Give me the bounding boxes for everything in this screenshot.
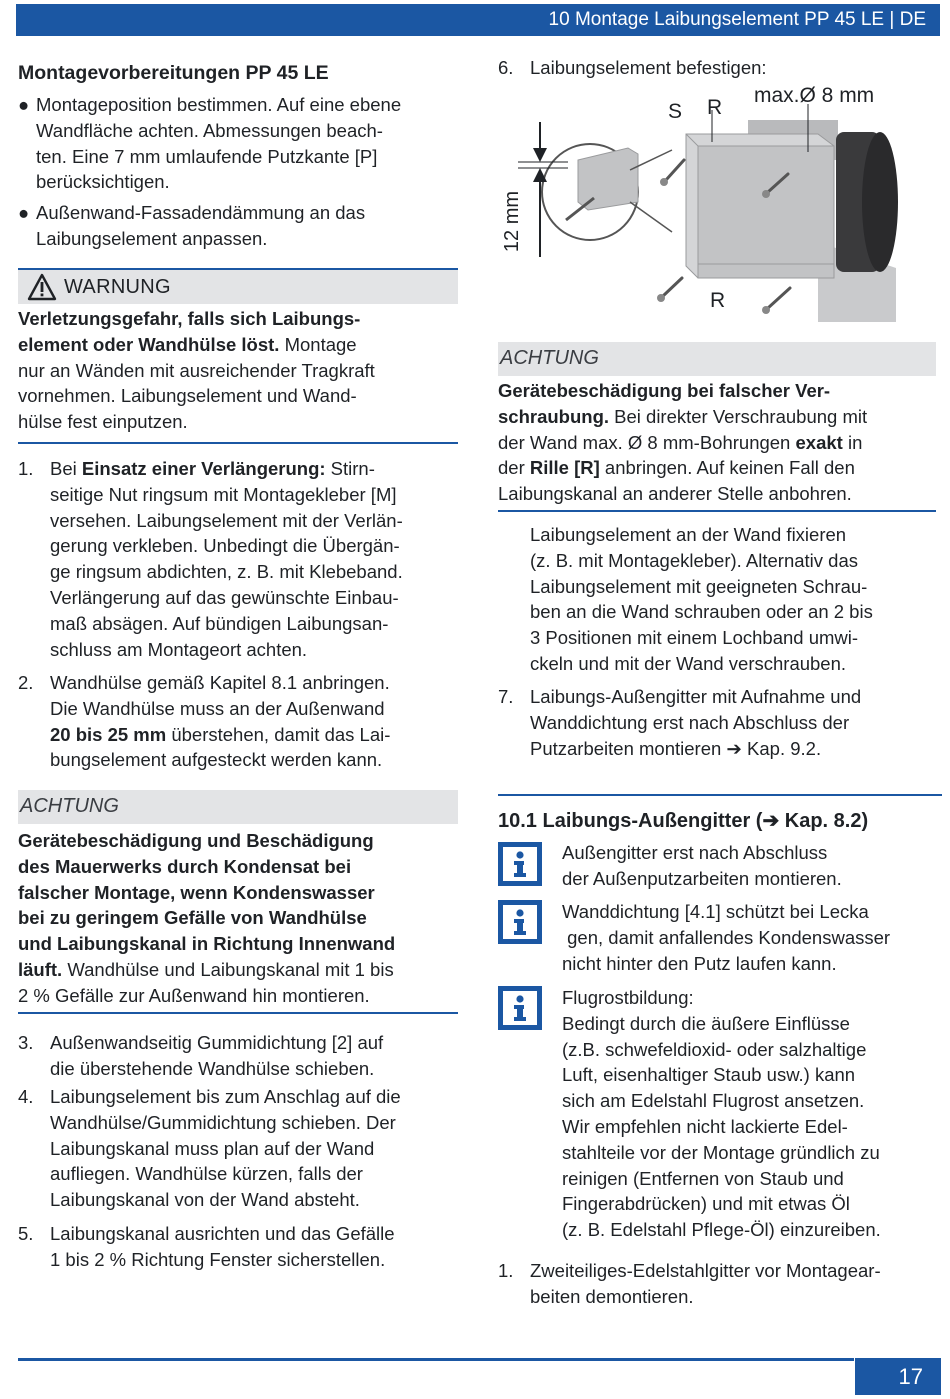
step-number: 1. [18,458,34,479]
inline: überstehen, damit das Lai- [166,723,391,745]
inline: Wandhülse und Laibungskanal mit 1 bis [62,958,394,980]
warning-bottom-rule [18,442,458,444]
text-line: Laibungskanal von der Wand absteht. [50,1189,360,1211]
achtung-bar [18,790,458,824]
text-line: Außenwandseitig Gummidichtung [2] auf [50,1032,384,1053]
text-line: Wanddichtung erst nach Abschluss der [530,711,850,733]
text-line: Flugrostbildung: [562,987,694,1008]
header-bar [16,4,940,36]
info-text [562,840,842,892]
text-line: aufliegen. Wandhülse kürzen, falls der [50,1163,363,1185]
step-text [530,684,861,761]
text-line: bei zu geringem Gefälle von Wandhülse [18,907,367,929]
text-line: schluss am Montageort achten. [50,638,308,660]
inline: Bei [50,458,82,479]
warning-line [18,332,375,358]
inline: Bei direkter Verschraubung mit [609,405,868,427]
page-number: 17 [898,1364,923,1389]
figure-label-s: S [668,100,683,123]
text-line: Verlängerung auf das gewünschte Einbau- [50,586,399,608]
text-line: (z. B. Edelstahl Pflege-Öl) einzureiben. [562,1219,881,1241]
inline: Stirn- [325,458,375,479]
text-line [50,722,390,748]
figure-label-r-top: R [707,96,723,119]
text-line: der Außenputzarbeiten montieren. [562,867,842,889]
text-line: (z.B. schwefeldioxid- oder salzhaltige [562,1038,867,1060]
text-line: Gerätebeschädigung bei falscher Ver- [498,380,831,401]
warning-text [18,306,375,435]
text-line: Außenwand-Fassadendämmung an das [36,202,366,223]
text-line: Fingerabdrücken) und mit etwas Öl [562,1193,850,1215]
text-line: gerung verkleben. Unbedingt die Übergän- [50,535,400,557]
text-line: Laibungselement bis zum Anschlag auf die [50,1086,401,1107]
text-line: Bedingt durch die äußere Einflüsse [562,1012,850,1034]
text-line: vornehmen. Laibungselement und Wand- [18,385,357,407]
text-line: Laibungskanal ausrichten und das Gefälle [50,1223,395,1244]
achtung-text [498,378,867,507]
text-line: Laibungselement an der Wand fixieren [530,524,847,545]
text-line [498,404,867,430]
text-line: nur an Wänden mit ausreichender Tragkraft [18,359,375,381]
step-text [50,670,390,773]
section-heading: Montagevorbereitungen PP 45 LE [18,62,329,84]
step-number: 7. [498,686,514,707]
inline: in [842,431,863,453]
warning-bold-inline: element oder Wandhülse löst. [18,333,280,355]
footer-page-box [855,1358,941,1395]
text-line: versehen. Laibungselement mit der Verlän- [50,509,403,531]
achtung-bottom-rule [498,510,936,512]
text-line: die überstehende Wandhülse schieben. [50,1057,375,1079]
step-text [530,1258,881,1310]
text-line: ckeln und mit der Wand verschrauben. [530,652,847,674]
step-number: 6. [498,57,514,78]
text-line: Putzarbeiten montieren ➔ Kap. 9.2. [530,737,822,759]
info-icon [498,842,542,886]
text-line: bungselement aufgesteckt werden kann. [50,749,383,771]
text-line [50,456,403,482]
inline: anbringen. Auf keinen Fall den [599,457,855,479]
bullet-marker: ● [18,202,30,223]
figure-label-max: max.Ø 8 mm [754,84,875,107]
info-text [562,899,890,976]
achtung-label: ACHTUNG [500,347,599,369]
text-line: Wir empfehlen nicht lackierte Edel- [562,1115,848,1137]
inline: der [498,457,530,479]
text-line: Zweiteiliges-Edelstahlgitter vor Montagear- [530,1260,881,1281]
inline-bold: Rille [R] [529,457,600,479]
mounting-figure [498,82,898,328]
text-line: gen, damit anfallendes Kondenswasser [562,926,891,948]
step-number: 4. [18,1086,34,1107]
step-number: 2. [18,672,34,693]
inline-bold: Einsatz einer Verlängerung: [81,458,326,479]
warning-bold-line: Verletzungsgefahr, falls sich Laibungs- [18,308,361,329]
achtung-label: ACHTUNG [20,795,119,817]
text-line: (z. B. mit Montagekleber). Alternativ das [530,549,858,571]
inline-bold: läuft. [18,958,63,980]
text-line: Laibungselement anpassen. [36,227,268,249]
warning-label: WARNUNG [64,276,171,298]
text-line: Wandhülse gemäß Kapitel 8.1 anbringen. [50,672,390,693]
info-icon [498,900,542,944]
bullet-marker: ● [18,94,30,115]
figure-label-dim: 12 mm [501,190,524,253]
text-line: Gerätebeschädigung und Beschädigung [18,830,374,851]
text-line: 3 Positionen mit einem Lochband umwi- [530,627,859,649]
text-line: maß absägen. Auf bündigen Laibungsan- [50,612,389,634]
step-text [50,1030,383,1082]
text-line: berücksichtigen. [36,171,170,193]
text-line: stahlteile vor der Montage gründlich zu [562,1141,880,1163]
step-number: 1. [498,1260,514,1281]
text-line: ge ringsum abdichten, z. B. mit Klebeband. [50,561,403,583]
text-line [498,430,867,456]
bullet-text [36,200,365,252]
text-line: 1 bis 2 % Richtung Fenster sicherstellen. [50,1248,386,1270]
text-line: Wanddichtung [4.1] schützt bei Lecka [562,901,869,922]
text-line [18,957,395,983]
figure-label-r-bottom: R [710,289,726,312]
section-title: 10.1 Laibungs-Außengitter (➔ Kap. 8.2) [498,810,869,832]
text-line: Luft, eisenhaltiger Staub usw.) kann [562,1064,856,1086]
text-line: beiten demontieren. [530,1285,694,1307]
inline-bold: schraubung. [498,405,610,427]
text-line: Laibungselement mit geeigneten Schrau- [530,575,868,597]
footer-rule [18,1358,854,1361]
text-line: Laibungs-Außengitter mit Aufnahme und [530,686,862,707]
text-line: Laibungskanal an anderer Stelle anbohren. [498,483,852,505]
text-line: und Laibungskanal in Richtung Innenwand [18,933,396,955]
text-line: des Mauerwerks durch Kondensat bei [18,855,352,877]
header-title: 10 Montage Laibungselement PP 45 LE | DE [548,9,926,30]
inline-bold: 20 bis 25 mm [50,723,167,745]
achtung-text [18,828,395,1009]
bullet-text [36,92,401,195]
warning-triangle-icon [27,273,57,301]
inline: der Wand max. Ø 8 mm-Bohrungen [498,431,796,453]
text-line: 2 % Gefälle zur Außenwand hin montieren. [18,984,370,1006]
text-line: falscher Montage, wenn Kondenswasser [18,881,375,903]
text-line [498,455,867,481]
achtung-bottom-rule [18,1012,458,1014]
text-line: Montageposition bestimmen. Auf eine ebene [36,94,402,115]
step-number: 5. [18,1223,34,1244]
warning-bar [18,270,458,304]
step-text: Laibungselement befestigen: [530,57,767,78]
text-line: reinigen (Entfernen von Staub und [562,1167,844,1189]
section-rule [498,794,942,796]
text-line: ten. Eine 7 mm umlaufende Putzkante [P] [36,145,378,167]
step-text [50,1221,395,1273]
text-line: Die Wandhülse muss an der Außenwand [50,697,385,719]
text-line: Laibungskanal muss plan auf der Wand [50,1137,375,1159]
inline-bold: exakt [795,431,843,453]
text-line: sich am Edelstahl Flugrost ansetzen. [562,1090,865,1112]
text-line: hülse fest einputzen. [18,411,188,433]
warning-inline: Montage [279,333,357,355]
step-text [50,1084,401,1213]
text-line: seitige Nut ringsum mit Montagekleber [M] [50,483,397,505]
text-line: Wandfläche achten. Abmessungen beach- [36,119,383,141]
step-number: 3. [18,1032,34,1053]
achtung-bar [498,342,936,376]
text-line: Außengitter erst nach Abschluss [562,842,828,863]
info-text [562,985,881,1243]
text-line: nicht hinter den Putz laufen kann. [562,952,837,974]
text-line: ben an die Wand schrauben oder an 2 bis [530,601,873,623]
step-text [50,456,403,662]
paragraph [530,522,873,677]
text-line: Wandhülse/Gummidichtung schieben. Der [50,1111,396,1133]
info-icon [498,986,542,1030]
